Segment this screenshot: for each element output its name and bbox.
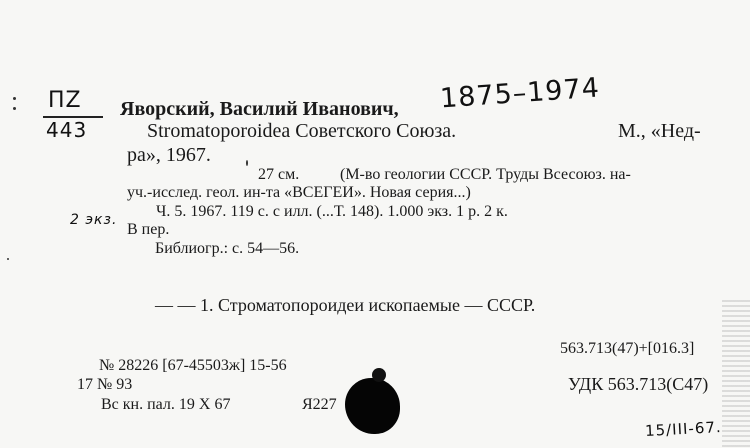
subject-heading: — — 1. Строматопороидеи ископаемые — СССР.	[155, 295, 536, 315]
publisher-line-1: М., «Нед-	[618, 120, 701, 142]
physical-size: 27 см.	[258, 166, 300, 183]
book-title: Stromatoporoidea Советского Союза.	[147, 120, 457, 142]
ink-blot-small	[372, 368, 386, 382]
series-line-1: (М-во геологии СССР. Труды Всесоюз. на-	[340, 166, 631, 183]
publisher-line-2: ра», 1967.	[127, 144, 211, 166]
volume-details: Ч. 5. 1967. 119 с. с илл. (...Т. 148). 1.000 экз. 1 р. 2 к.	[156, 203, 508, 220]
shelf-mark-bottom: 443	[46, 118, 88, 142]
shelf-mark-top: ПZ	[48, 88, 82, 113]
speck	[246, 160, 248, 166]
speck	[13, 107, 16, 110]
handwritten-date: 15/III-67.	[644, 418, 723, 440]
handwritten-copies-note: 2 экз.	[70, 212, 118, 228]
order-number: № 28226 [67-45503ж] 15-56	[99, 357, 287, 374]
speck	[13, 97, 16, 100]
bibliography-note: Библиогр.: с. 54—56.	[155, 240, 300, 257]
series-line-2: уч.-исслед. геол. ин-та «ВСЕГЕИ». Новая серия...)	[127, 184, 471, 201]
catalog-code: Я227	[302, 396, 337, 413]
item-number: 17 № 93	[77, 376, 133, 393]
udk-code: УДК 563.713(С47)	[568, 374, 709, 394]
handwritten-years: 1875–1974	[439, 72, 601, 115]
binding-note: В пер.	[127, 221, 170, 238]
classification-number: 563.713(47)+[016.3]	[560, 340, 695, 357]
author-heading: Яворский, Василий Иванович,	[120, 98, 399, 120]
speck	[7, 258, 9, 260]
ink-blot	[345, 378, 400, 434]
card-edge-texture	[722, 300, 750, 448]
book-chamber-line: Вс кн. пал. 19 X 67	[101, 396, 231, 413]
